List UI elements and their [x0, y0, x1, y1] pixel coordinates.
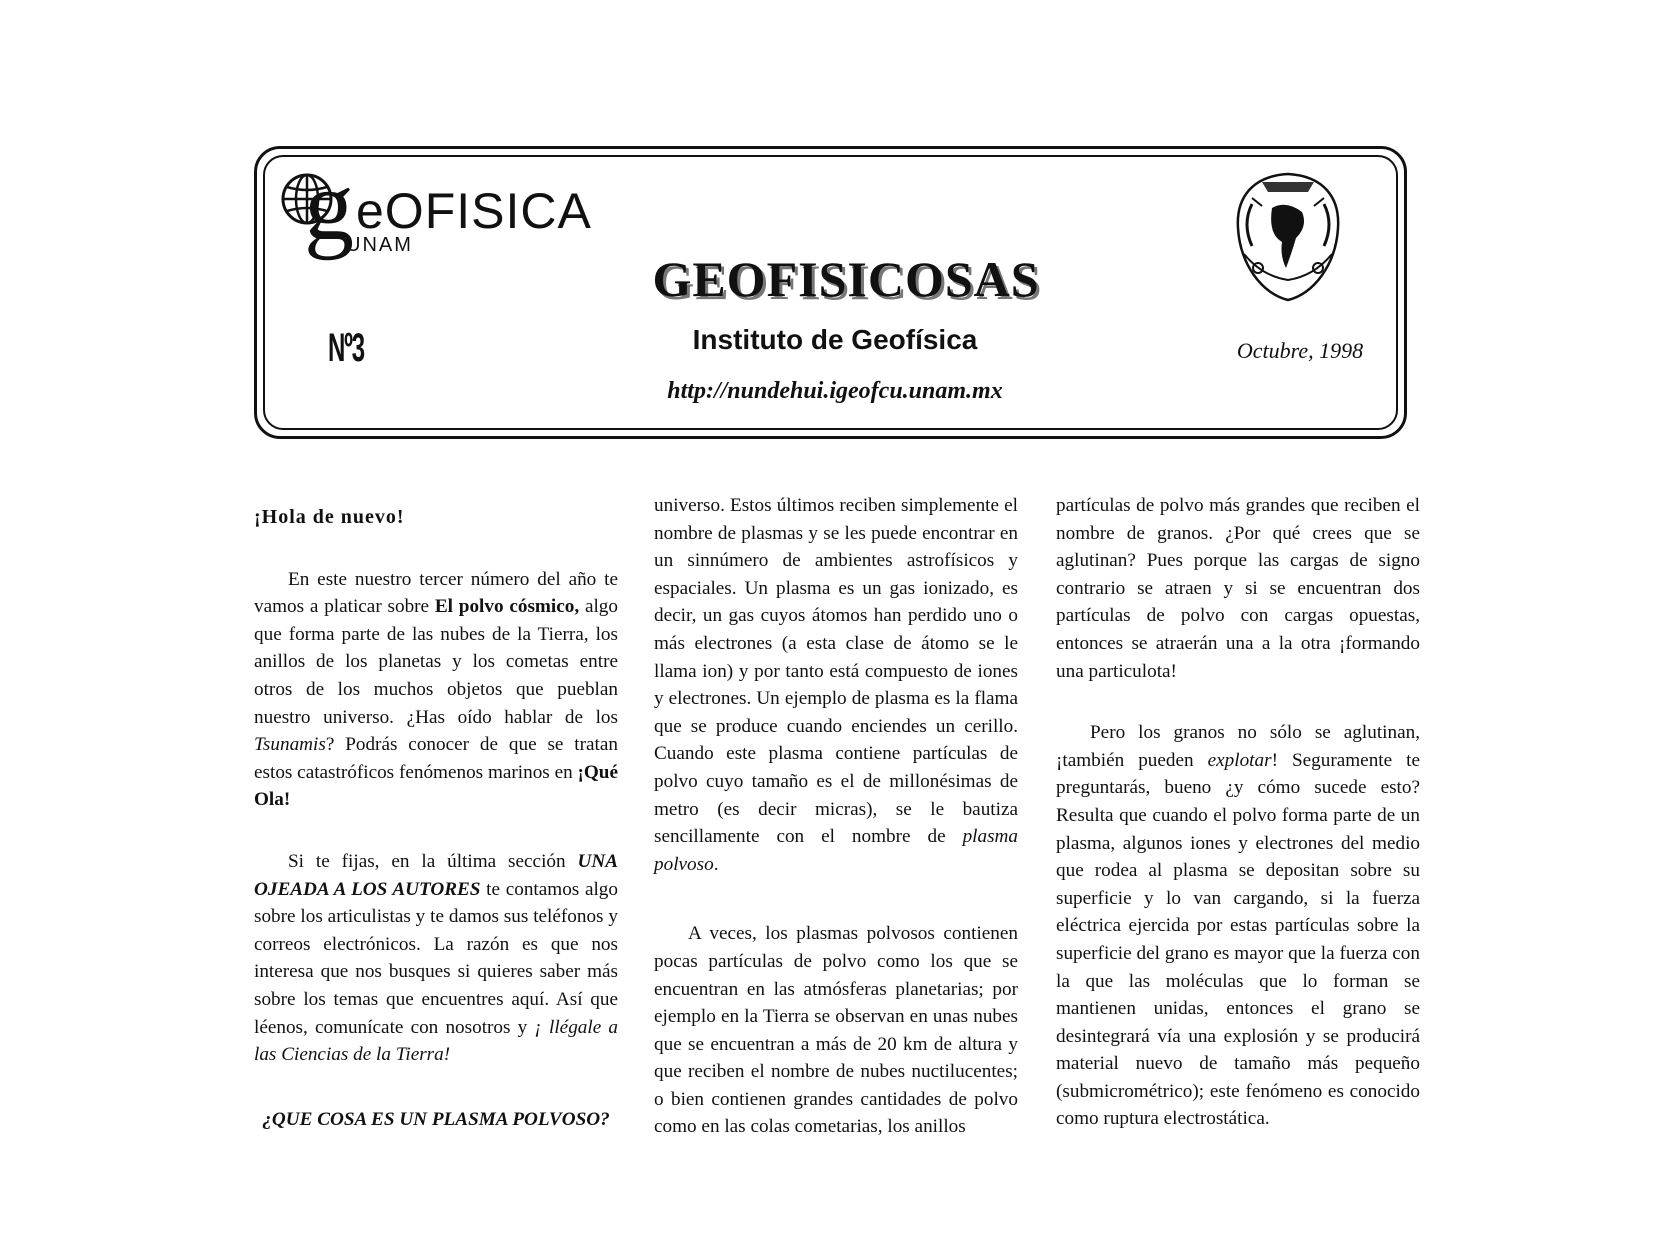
- text-run: universo. Estos últimos reciben simplemente el nombre de plasmas y se les puede encontrar en un sinnúmero de ambientes astrofísicos y espaciales. Un plasma es un gas ionizado, es decir, un gas cuyos átomos han perdido uno o más electrones (a esta clase de átomo se le llama ion) y por tanto está compuesto de iones y electrones. Un ejemplo de plasma es la flama que se produce cuando enciendes un cerillo. Cuando este plasma contiene partículas de polvo cuyo tamaño es el de millonésimas de metro (es decir micras), se le bautiza sencillamente con el nombre de: [654, 495, 1018, 848]
- geofisica-unam-logo: [280, 150, 592, 263]
- intro-paragraph: [254, 566, 618, 814]
- article-column-2: [654, 492, 1018, 1141]
- institute-name: Instituto de Geofísica: [692, 324, 978, 355]
- text-run: ? Podrás conocer de que se tratan estos catastróficos fenómenos marinos en: [254, 734, 618, 783]
- newsletter-title: GEOFISICOSAS: [652, 251, 1040, 307]
- greeting-heading: ¡Hola de nuevo!: [254, 506, 405, 528]
- italic-text: ¡ llégale a las Ciencias de la Tierra!: [254, 1016, 618, 1066]
- issue-number: Nº3: [328, 326, 364, 370]
- logo-letter-g: g: [304, 150, 354, 261]
- article-column-1: [254, 490, 618, 1135]
- text-run: Si te fijas, en la última sección: [288, 850, 578, 872]
- paragraph-gap: [254, 814, 618, 848]
- text-run: algo que forma parte de las nubes de la Tierra, los anillos de los planetas y los cometas entre otros de los muchos objetos que pueblan nuestro universo. ¿Has oído hablar de los: [254, 596, 618, 728]
- article-column-3: [1056, 492, 1420, 1133]
- unam-seal-icon: [1222, 168, 1354, 306]
- logo-wordmark: eOFISICA: [356, 183, 592, 239]
- plasma-paragraph: [654, 492, 1018, 878]
- website-url: http://nundehui.igeofcu.unam.mx: [667, 378, 1003, 404]
- grains-paragraph: partículas de polvo más grandes que reciben el nombre de granos. ¿Por qué crees que se aglutinan? Pues porque las cargas de signo contrario se atraen y si se encuentran dos partículas de polvo con cargas opuestas, entonces se atraerán una a la otra ¡formando una particulota!: [1056, 495, 1420, 682]
- text-run: .: [713, 853, 719, 875]
- paragraph-gap: [1056, 685, 1420, 719]
- dusty-plasma-paragraph: A veces, los plasmas polvosos contienen pocas partículas de polvo como los que se encuentran en las atmósferas planetarias; por ejemplo en la Tierra se observan en unas nubes que se encuentran a más de 20 km de altura y que reciben el nombre de nubes nuctilucentes; o bien contienen grandes cantidades de polvo como en las colas cometarias, los anillos: [654, 923, 1018, 1138]
- issue-date: Octubre, 1998: [1236, 338, 1364, 363]
- authors-paragraph: [254, 848, 618, 1069]
- text-run: te contamos algo sobre los articulistas y te damos sus teléfonos y correos electrónicos. La razón es que nos interesa que nos busques si quieres saber más sobre los temas que encuentres aquí. Así que léenos, comunícate con nosotros y: [254, 878, 618, 1038]
- text-run: ! Seguramente te preguntarás, bueno ¿y cómo sucede esto? Resulta que cuando el polvo forma parte de un plasma, algunos iones y electrones del medio que rodea al plasma se depositan sobre su superficie y lo van cargando, si la fuerza eléctrica ejercida por estas partículas sobre la superficie del grano es mayor que la fuerza con la que las moléculas que lo forman se mantienen unidas, entonces el grano se desintegrará vía una explosión y se producirá material nuevo de tamaño más pequeño (submicrométrico); este fenómeno es conocido como ruptura electrostática.: [1056, 749, 1420, 1130]
- text-run: En este nuestro tercer número del año te vamos a platicar sobre: [254, 568, 618, 618]
- paragraph-gap: [654, 878, 1018, 920]
- section-heading: ¿QUE COSA ES UN PLASMA POLVOSO?: [262, 1108, 610, 1130]
- bold-italic-text: UNA OJEADA A LOS AUTORES: [254, 850, 618, 900]
- explosion-paragraph: [1056, 719, 1420, 1133]
- italic-text: explotar: [1207, 749, 1272, 771]
- logo-unam-text: UNAM: [346, 234, 413, 256]
- text-run: Pero los granos no sólo se aglutinan, ¡también pueden: [1056, 722, 1420, 771]
- italic-text: Tsunamis: [254, 734, 326, 756]
- italic-text: plasma polvoso: [654, 826, 1018, 875]
- bold-text: ¡Qué Ola!: [254, 761, 618, 811]
- bold-text: El polvo cósmico,: [434, 596, 580, 618]
